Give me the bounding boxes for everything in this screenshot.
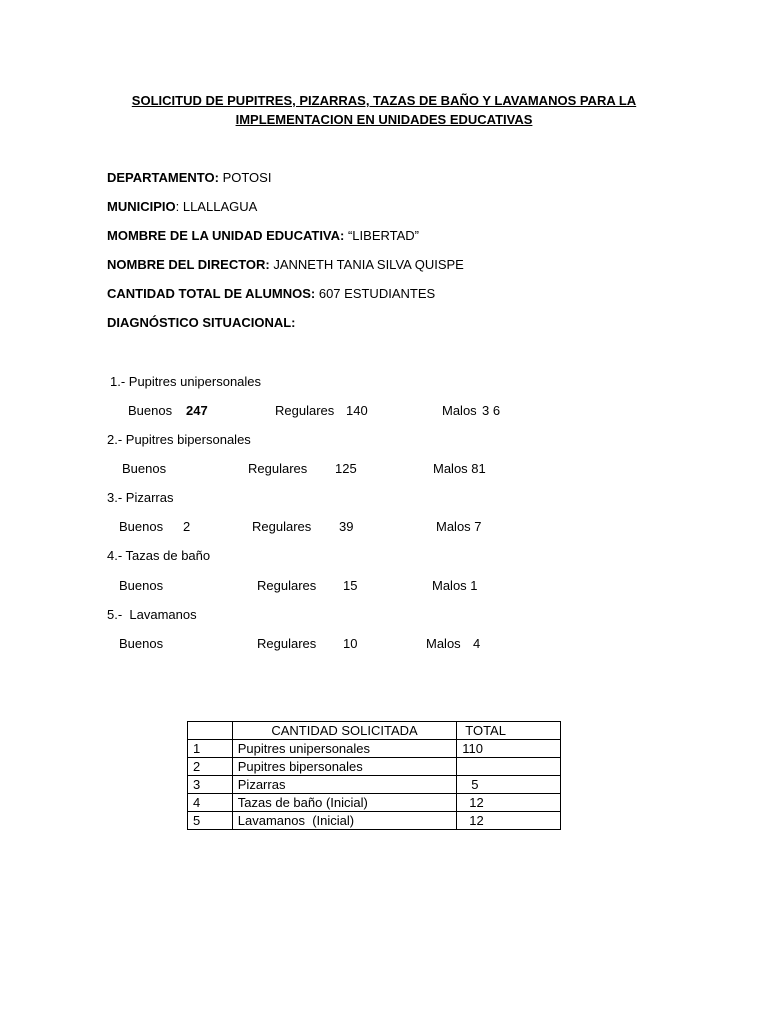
row-item: Lavamanos (Inicial) bbox=[232, 812, 456, 830]
row-number: 1 bbox=[188, 740, 233, 758]
malos-label: Malos 1 bbox=[432, 578, 478, 593]
regulares-value: 39 bbox=[339, 519, 354, 534]
malos-label: Malos 7 bbox=[436, 519, 482, 534]
row-item: Pizarras bbox=[232, 776, 456, 794]
row-number: 2 bbox=[188, 758, 233, 776]
alumnos-label: CANTIDAD TOTAL DE ALUMNOS: bbox=[107, 286, 316, 301]
regulares-label: Regulares bbox=[248, 461, 308, 476]
row-number: 4 bbox=[188, 794, 233, 812]
row-total: 5 bbox=[457, 776, 561, 794]
table-header-cell: CANTIDAD SOLICITADA bbox=[232, 722, 456, 740]
diagnosis-heading: 3.- Pizarras bbox=[107, 490, 174, 505]
row-total: 12 bbox=[457, 812, 561, 830]
regulares-value: 10 bbox=[343, 636, 358, 651]
malos-label: Malos bbox=[442, 403, 477, 418]
table-row bbox=[188, 740, 561, 758]
regulares-label: Regulares bbox=[252, 519, 312, 534]
document-title-line-1: SOLICITUD DE PUPITRES, PIZARRAS, TAZAS DE BAÑO Y LAVAMANOS PARA LA bbox=[131, 93, 637, 108]
unidad-educativa-label: MOMBRE DE LA UNIDAD EDUCATIVA: bbox=[107, 228, 345, 243]
buenos-value: 247 bbox=[186, 403, 208, 418]
malos-value: 4 bbox=[473, 636, 481, 651]
row-number: 3 bbox=[188, 776, 233, 794]
row-item: Tazas de baño (Inicial) bbox=[232, 794, 456, 812]
departamento-label: DEPARTAMENTO: bbox=[107, 170, 219, 185]
regulares-value: 15 bbox=[343, 578, 358, 593]
diagnosis-heading: 2.- Pupitres bipersonales bbox=[107, 432, 251, 447]
departamento-value: POTOSI bbox=[218, 170, 272, 185]
diagnosis-heading: 5.- Lavamanos bbox=[107, 607, 197, 622]
row-total: 110 bbox=[457, 740, 561, 758]
buenos-label: Buenos bbox=[122, 461, 167, 476]
buenos-label: Buenos bbox=[119, 636, 164, 651]
malos-value: 3 6 bbox=[482, 403, 501, 418]
municipio-field bbox=[107, 199, 257, 215]
diagnostico-label: DIAGNÓSTICO SITUACIONAL: bbox=[107, 315, 296, 330]
malos-label: Malos bbox=[426, 636, 461, 651]
regulares-label: Regulares bbox=[257, 636, 317, 651]
table-header-cell: TOTAL bbox=[457, 722, 561, 740]
table-row bbox=[188, 776, 561, 794]
buenos-label: Buenos bbox=[119, 578, 164, 593]
row-item: Pupitres bipersonales bbox=[232, 758, 456, 776]
row-item: Pupitres unipersonales bbox=[232, 740, 456, 758]
diagnosis-heading: 1.- Pupitres unipersonales bbox=[110, 374, 262, 389]
municipio-value: : LLALLAGUA bbox=[175, 199, 258, 214]
regulares-value: 140 bbox=[346, 403, 368, 418]
director-label: NOMBRE DEL DIRECTOR: bbox=[107, 257, 270, 272]
row-total bbox=[457, 758, 561, 776]
director-value: JANNETH TANIA SILVA QUISPE bbox=[269, 257, 464, 272]
document-title-line-2: IMPLEMENTACION EN UNIDADES EDUCATIVAS bbox=[235, 112, 533, 127]
regulares-value: 125 bbox=[335, 461, 357, 476]
departamento-field bbox=[107, 170, 271, 186]
regulares-label: Regulares bbox=[257, 578, 317, 593]
table-row bbox=[188, 758, 561, 776]
municipio-label: MUNICIPIO bbox=[107, 199, 176, 214]
buenos-label: Buenos bbox=[119, 519, 164, 534]
unidad-educativa-field bbox=[107, 228, 419, 244]
table-header-cell bbox=[188, 722, 233, 740]
malos-label: Malos 81 bbox=[433, 461, 486, 476]
alumnos-value: 607 ESTUDIANTES bbox=[315, 286, 436, 301]
alumnos-field bbox=[107, 286, 435, 302]
director-field bbox=[107, 257, 464, 273]
row-total: 12 bbox=[457, 794, 561, 812]
table-header-row bbox=[188, 722, 561, 740]
unidad-educativa-value: “LIBERTAD” bbox=[344, 228, 420, 243]
row-number: 5 bbox=[188, 812, 233, 830]
table-row bbox=[188, 794, 561, 812]
requested-quantity-table bbox=[187, 721, 561, 830]
table-row bbox=[188, 812, 561, 830]
diagnosis-heading: 4.- Tazas de baño bbox=[107, 548, 211, 563]
regulares-label: Regulares bbox=[275, 403, 335, 418]
buenos-label: Buenos bbox=[128, 403, 173, 418]
buenos-value: 2 bbox=[183, 519, 191, 534]
